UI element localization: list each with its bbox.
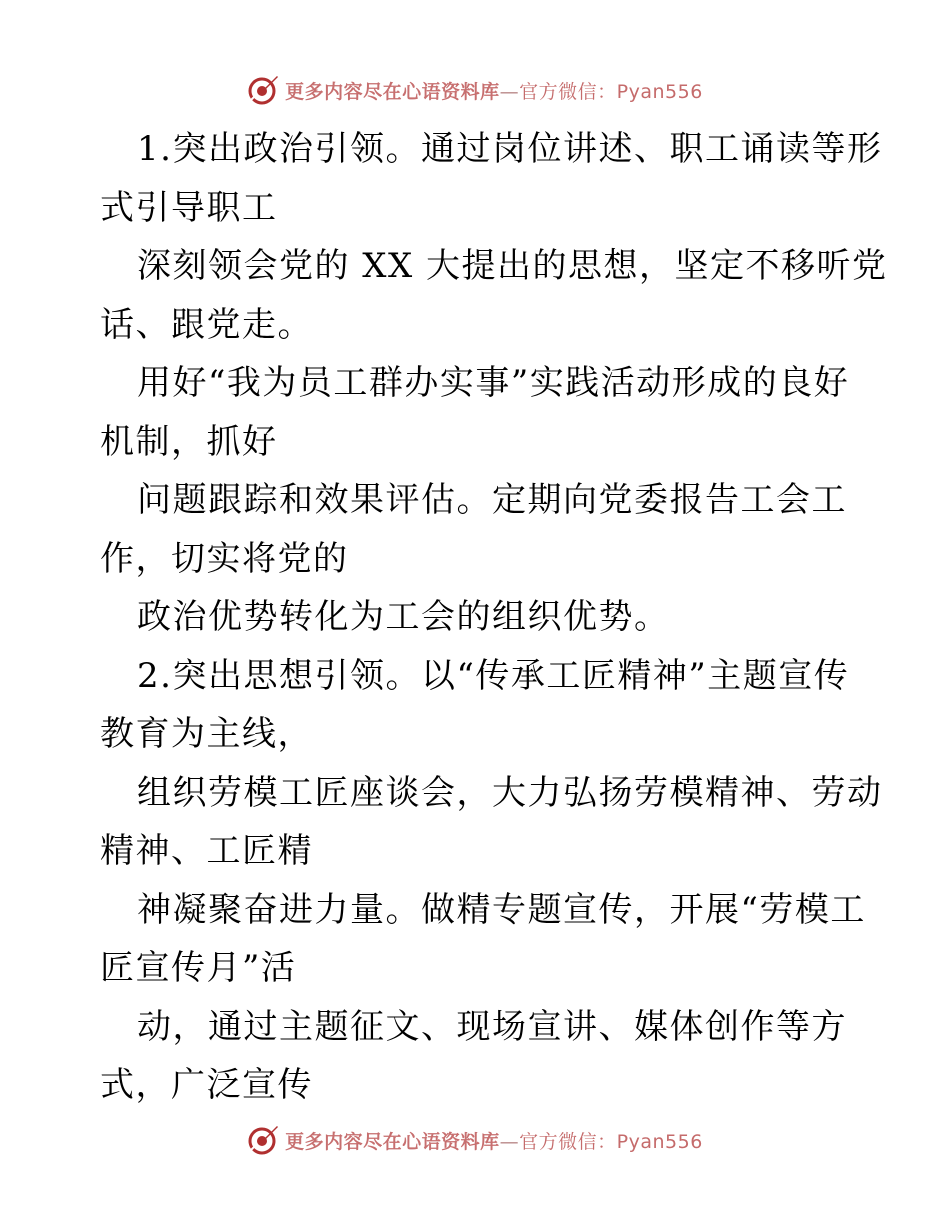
text-line: 动，通过主题征文、现场宣讲、媒体创作等方 bbox=[137, 1006, 847, 1047]
watermark-text bbox=[285, 1127, 703, 1154]
text-line: 问题跟踪和效果评估。定期向党委报告工会工 bbox=[137, 480, 847, 520]
watermark-site-text: 更多内容尽在心语资料库 bbox=[285, 80, 500, 103]
text-line: 机制，抓好 bbox=[100, 421, 278, 462]
text-line: 精神、工匠精 bbox=[100, 831, 313, 871]
text-line: 式，广泛宣传 bbox=[100, 1065, 313, 1105]
watermark-separator: — bbox=[499, 1130, 520, 1153]
text-line: 2.突出思想引领。以“传承工匠精神”主题宣传 bbox=[137, 655, 850, 696]
text-line: 深刻领会党的 XX 大提出的思想，坚定不移听党 bbox=[137, 246, 888, 286]
watermark-site-text: 更多内容尽在心语资料库 bbox=[285, 1130, 500, 1153]
text-line: 1.突出政治引领。通过岗位讲述、职工诵读等形 bbox=[137, 129, 883, 169]
text-line: 话、跟党走。 bbox=[100, 304, 313, 345]
text-line: 组织劳模工匠座谈会，大力弘扬劳模精神、劳动 bbox=[137, 772, 883, 813]
watermark-wechat-text: 官方微信：Pyan556 bbox=[519, 80, 703, 103]
text-line: 匠宣传月”活 bbox=[100, 948, 297, 988]
document-body bbox=[100, 120, 888, 1115]
footer-watermark bbox=[0, 1120, 950, 1160]
text-line: 教育为主线， bbox=[100, 714, 313, 754]
text-line: 用好“我为员工群办实事”实践活动形成的良好 bbox=[137, 363, 850, 403]
pen-logo-icon bbox=[247, 74, 279, 106]
watermark-wechat-text: 官方微信：Pyan556 bbox=[519, 1130, 703, 1153]
text-line: 神凝聚奋进力量。做精专题宣传，开展“劳模工 bbox=[137, 889, 866, 930]
header-watermark bbox=[0, 70, 950, 110]
pen-logo-icon bbox=[247, 1124, 279, 1156]
watermark-separator: — bbox=[499, 80, 520, 103]
text-line: 式引导职工 bbox=[100, 187, 278, 228]
watermark-text bbox=[285, 77, 703, 104]
text-line: 政治优势转化为工会的组织优势。 bbox=[137, 597, 670, 637]
text-line: 作，切实将党的 bbox=[100, 538, 349, 579]
